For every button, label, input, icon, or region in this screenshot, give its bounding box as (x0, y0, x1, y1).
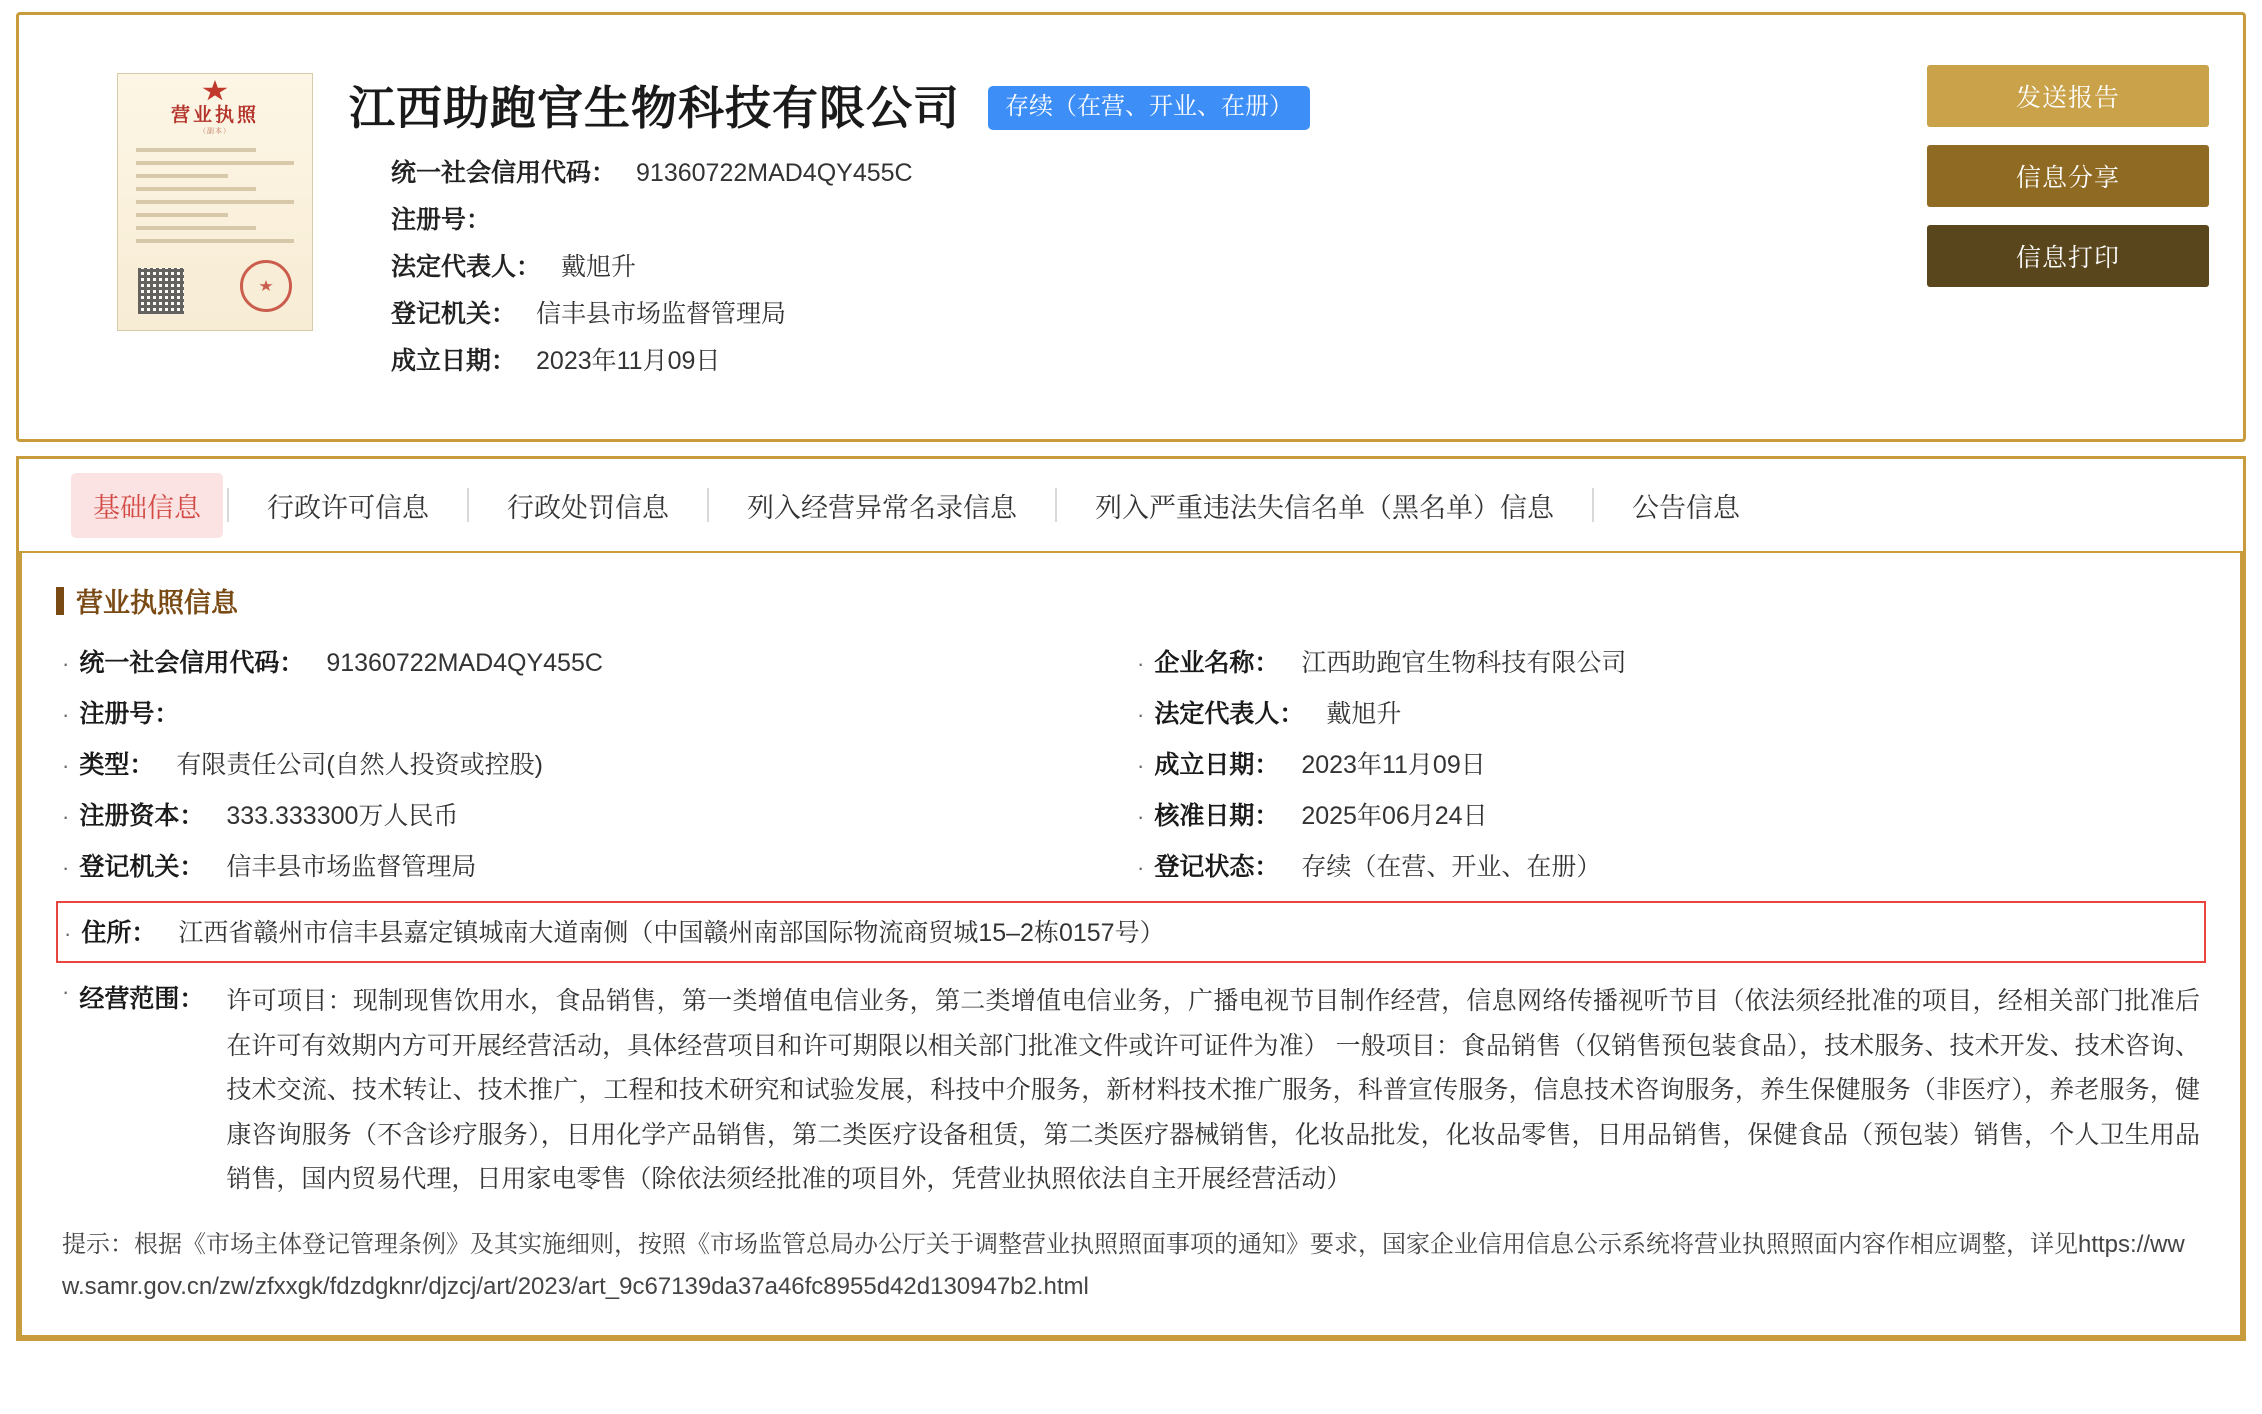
meta-label: 法定代表人： (391, 252, 542, 281)
bullet-icon: · (1137, 753, 1145, 778)
field-label: 法定代表人： (1154, 700, 1305, 728)
field-label: 住所： (81, 919, 157, 947)
bullet-icon: · (64, 921, 72, 946)
field-value: 许可项目：现制现售饮用水，食品销售，第一类增值电信业务，第二类增值电信业务，广播电视节目制作经营，信息网络传播视听节目（依法须经批准的项目，经相关部门批准后在许可有效期内方可开展经营活动，具体经营项目和许可期限以相关部门批准文件或许可证件为准） 一般项目：食品销售（仅销售预包装食品），技术服务、技术开发、技术咨询、技术交流、技术转让、技术推广，工程和技术研究和试验发展，科技中介服务，新材料技术推广服务，科普宣传服务，信息技术咨询服务，养生保健服务（非医疗），养老服务，健康咨询服务（不含诊疗服务），日用化学产品销售，第二类医疗设备租赁，第二类医疗器械销售，化妆品批发，化妆品零售，日用品销售，保健食品（预包装）销售，个人卫生用品销售，国内贸易代理，日用家电零售（除依法须经批准的项目外，凭营业执照依法自主开展经营活动） (226, 987, 2200, 1193)
notice-prefix: 提示：根据《市场主体登记管理条例》及其实施细则，按照《市场监管总局办公厅关于调整营业执照照面事项的通知》要求，国家企业信用信息公示系统将营业执照照面内容作相应调整，详见 (62, 1230, 2078, 1258)
field-value: 江西省赣州市信丰县嘉定镇城南大道南侧（中国赣州南部国际物流商贸城15–2栋0157号） (178, 919, 1165, 947)
license-info-grid (56, 638, 2206, 893)
tab-divider (707, 488, 709, 522)
field-value: 91360722MAD4QY455C (326, 649, 603, 677)
meta-label: 统一社会信用代码： (391, 158, 617, 187)
basic-info-panel (19, 553, 2243, 1338)
field-value: 戴旭升 (1326, 700, 1402, 728)
tab-basic-info[interactable]: 基础信息 (71, 473, 223, 538)
field-credit-code (56, 638, 1131, 689)
field-label: 登记机关： (79, 853, 205, 881)
tab-divider (1592, 488, 1594, 522)
tab-administrative-license[interactable]: 行政许可信息 (267, 492, 429, 523)
meta-value: 戴旭升 (561, 252, 637, 281)
business-license-thumbnail[interactable] (117, 73, 313, 331)
field-label: 企业名称： (1154, 649, 1280, 677)
field-value: 2023年11月09日 (1301, 751, 1486, 779)
field-company-type (56, 740, 1131, 791)
notice-link[interactable]: https://www.samr.gov.cn/zw/zfxxgk/fdzdgknr/djzcj/art/2023/art_9c67139da37a46fc8955d42d130947b2.html (62, 1230, 2185, 1301)
field-registration-authority (56, 842, 1131, 893)
share-info-button[interactable]: 信息分享 (1927, 145, 2209, 207)
field-establishment-date (1131, 740, 2206, 791)
action-button-group (1927, 65, 2209, 287)
field-value: 有限责任公司(自然人投资或控股) (176, 751, 543, 779)
tab-divider (467, 488, 469, 522)
print-info-button[interactable]: 信息打印 (1927, 225, 2209, 287)
bullet-icon: · (62, 804, 70, 829)
field-label: 注册资本： (79, 802, 205, 830)
field-registration-number (56, 689, 1131, 740)
field-value: 信丰县市场监督管理局 (226, 853, 477, 881)
field-value: 江西助跑官生物科技有限公司 (1301, 649, 1627, 677)
national-emblem-icon (202, 80, 228, 102)
field-label: 统一社会信用代码： (79, 649, 305, 677)
company-header-card (16, 12, 2246, 442)
bullet-icon: · (62, 651, 70, 676)
tab-serious-violation-blacklist[interactable]: 列入严重违法失信名单（黑名单）信息 (1095, 492, 1554, 523)
field-label: 类型： (79, 751, 155, 779)
meta-value: 2023年11月09日 (536, 346, 721, 375)
meta-value: 91360722MAD4QY455C (636, 158, 913, 187)
license-thumb-subtitle: （副本） (199, 128, 231, 135)
section-header-license-info (56, 581, 2206, 620)
field-label: 核准日期： (1154, 802, 1280, 830)
bullet-icon: · (1137, 651, 1145, 676)
field-approval-date (1131, 791, 2206, 842)
field-value: 2025年06月24日 (1301, 802, 1488, 830)
field-registration-status (1131, 842, 2206, 893)
section-marker-icon (56, 587, 64, 615)
field-value: 存续（在营、开业、在册） (1301, 853, 1602, 881)
field-address-highlighted (56, 901, 2206, 963)
bullet-icon: · (1137, 804, 1145, 829)
tab-bar (19, 459, 2243, 553)
license-thumb-text-lines (136, 148, 294, 252)
tab-divider (227, 488, 229, 522)
field-label: 经营范围： (79, 985, 205, 1013)
send-report-button[interactable]: 发送报告 (1927, 65, 2209, 127)
tab-card (16, 456, 2246, 1341)
meta-value: 信丰县市场监督管理局 (536, 299, 787, 328)
bullet-icon: · (62, 702, 70, 727)
field-business-scope (56, 969, 2206, 1202)
meta-label: 注册号： (391, 205, 492, 234)
official-seal-icon (240, 260, 292, 312)
meta-row-establishment-date (391, 338, 2215, 385)
field-company-name (1131, 638, 2206, 689)
meta-label: 成立日期： (391, 346, 517, 375)
field-label: 登记状态： (1154, 853, 1280, 881)
meta-row-registration-authority (391, 291, 2215, 338)
field-label: 注册号： (79, 700, 180, 728)
field-value: 333.333300万人民币 (226, 802, 459, 830)
bullet-icon: · (1137, 855, 1145, 880)
bullet-icon: · (62, 979, 70, 1004)
license-thumb-title: 营业执照 (170, 105, 259, 126)
qr-code-icon (138, 268, 184, 314)
notice-text (56, 1224, 2206, 1309)
meta-label: 登记机关： (391, 299, 517, 328)
tab-administrative-penalty[interactable]: 行政处罚信息 (507, 492, 669, 523)
tab-divider (1055, 488, 1057, 522)
bullet-icon: · (62, 855, 70, 880)
status-badge: 存续（在营、开业、在册） (988, 86, 1310, 130)
tab-announcement-info[interactable]: 公告信息 (1632, 492, 1740, 523)
bullet-icon: · (62, 753, 70, 778)
company-name: 江西助跑官生物科技有限公司 (349, 82, 960, 134)
field-label: 成立日期： (1154, 751, 1280, 779)
tab-abnormal-operation-list[interactable]: 列入经营异常名录信息 (747, 492, 1017, 523)
section-title: 营业执照信息 (76, 588, 238, 618)
field-registered-capital (56, 791, 1131, 842)
field-legal-representative (1131, 689, 2206, 740)
bullet-icon: · (1137, 702, 1145, 727)
